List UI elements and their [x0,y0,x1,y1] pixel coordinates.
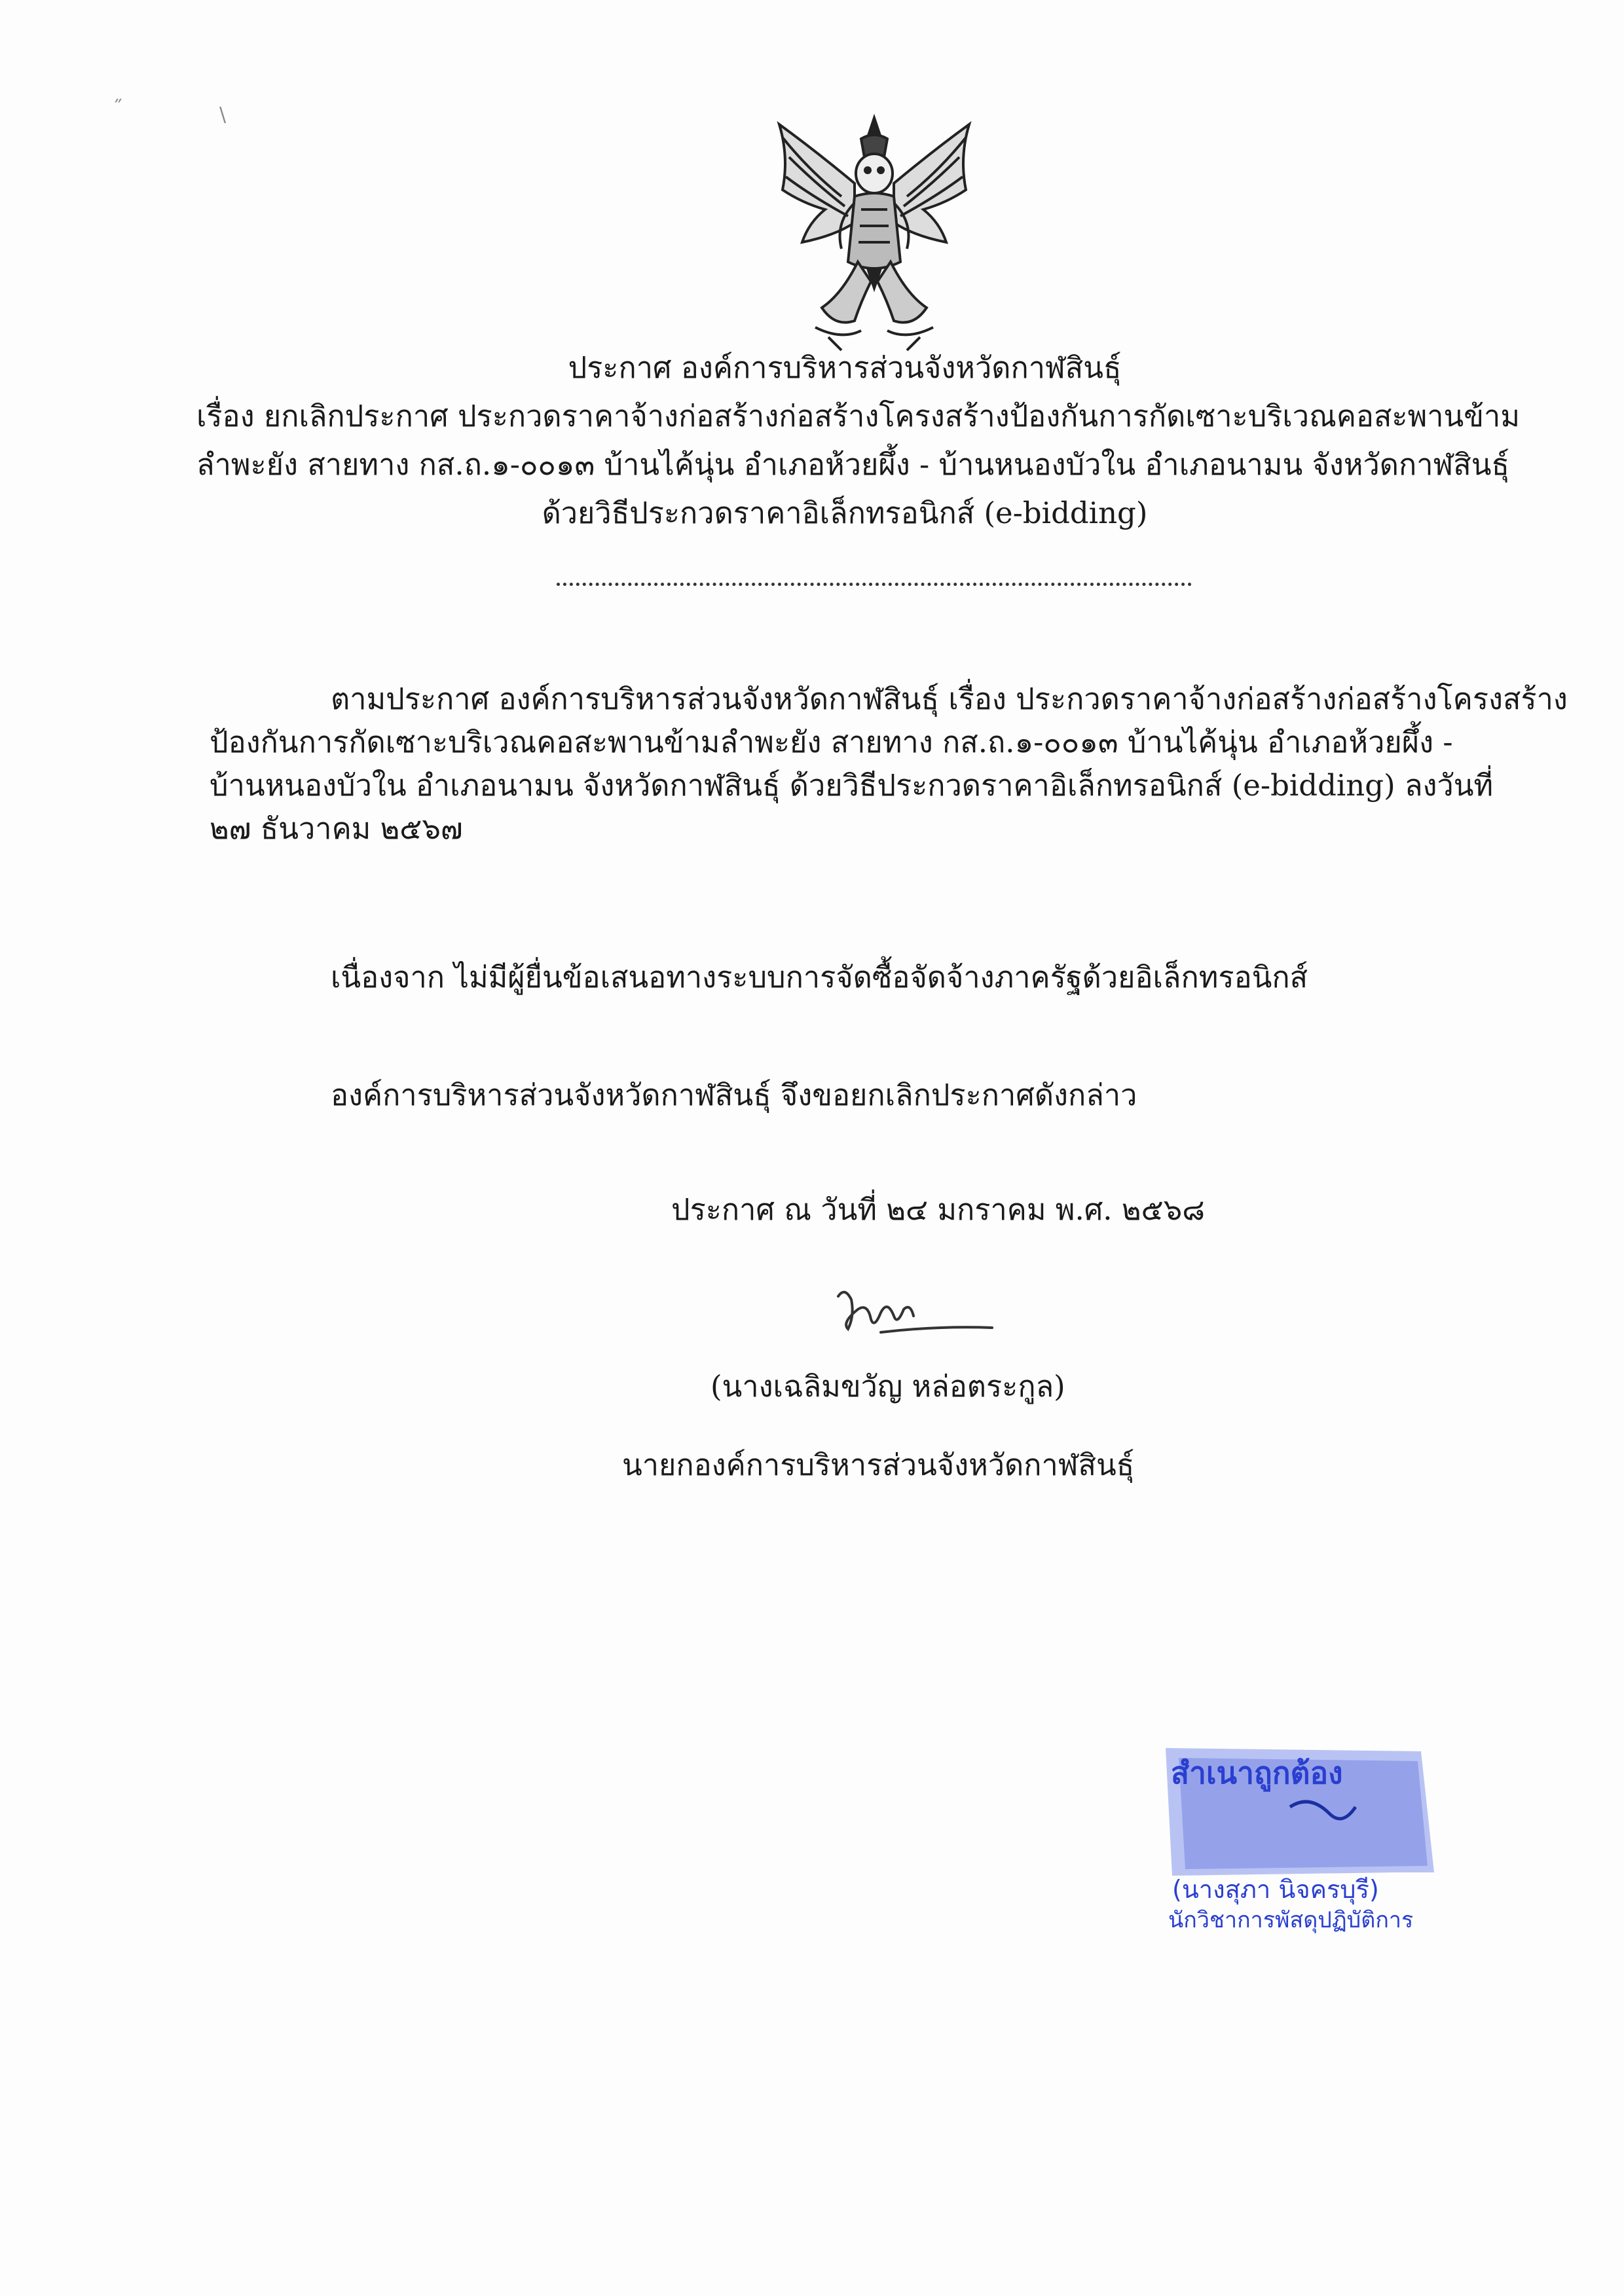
garuda-emblem-icon [763,111,986,354]
paragraph-line: ตามประกาศ องค์การบริหารส่วนจังหวัดกาฬสินธุ์ เรื่อง ประกวดราคาจ้างก่อสร้างก่อสร้างโครงสร้าง [331,682,1568,716]
announcement-header [196,344,1520,538]
signatory-name: (นางเฉลิมขวัญ หล่อตระกูล) [710,1369,1065,1404]
dotted-divider [557,576,1192,586]
signatory-position: นายกองค์การบริหารส่วนจังหวัดกาฬสินธุ์ [622,1448,1135,1482]
stamp-name: (นางสุภา นิจครบุรี) [1172,1875,1379,1904]
paragraph-reference [210,678,1568,850]
announcement-subject-line2: ลำพะยัง สายทาง กส.ถ.๑-๐๐๑๓ บ้านไค้นุ่น อำเภอห้วยผึ้ง - บ้านหนองบัวใน อำเภอนามน จังหวัดกาฬสินธุ์ [196,447,1509,482]
announcement-subject-line3: ด้วยวิธีประกวดราคาอิเล็กทรอนิกส์ (e-bidding) [542,496,1148,530]
announcement-date: ประกาศ ณ วันที่ ๒๔ มกราคม พ.ศ. ๒๕๖๘ [671,1192,1205,1227]
paragraph-reason: เนื่องจาก ไม่มีผู้ยื่นข้อเสนอทางระบบการจัดซื้อจัดจ้างภาครัฐด้วยอิเล็กทรอนิกส์ [331,960,1308,994]
scan-mark: \ [219,103,227,126]
paragraph-line: ๒๗ ธันวาคม ๒๕๖๗ [210,811,463,846]
announcement-subject-line1: เรื่อง ยกเลิกประกาศ ประกวดราคาจ้างก่อสร้างก่อสร้างโครงสร้างป้องกันการกัดเซาะบริเวณคอสะพานข้าม [196,399,1520,433]
signature-image [832,1283,995,1342]
certified-copy-stamp [1159,1741,1441,1933]
announcement-issuer: ประกาศ องค์การบริหารส่วนจังหวัดกาฬสินธุ์ [568,350,1122,385]
paragraph-line: บ้านหนองบัวใน อำเภอนามน จังหวัดกาฬสินธุ์ ด้วยวิธีประกวดราคาอิเล็กทรอนิกส์ (e-bidding) ลงวันที่ [210,768,1494,803]
paragraph-line: ป้องกันการกัดเซาะบริเวณคอสะพานข้ามลำพะยัง สายทาง กส.ถ.๑-๐๐๑๓ บ้านไค้นุ่น อำเภอห้วยผึ้ง - [210,725,1453,759]
stamp-title: สำเนาถูกต้อง [1171,1755,1343,1791]
paragraph-cancellation: องค์การบริหารส่วนจังหวัดกาฬสินธุ์ จึงขอยกเลิกประกาศดังกล่าว [331,1078,1137,1112]
stamp-position: นักวิชาการพัสดุปฏิบัติการ [1168,1907,1414,1933]
scan-mark: ˝ [113,97,122,120]
